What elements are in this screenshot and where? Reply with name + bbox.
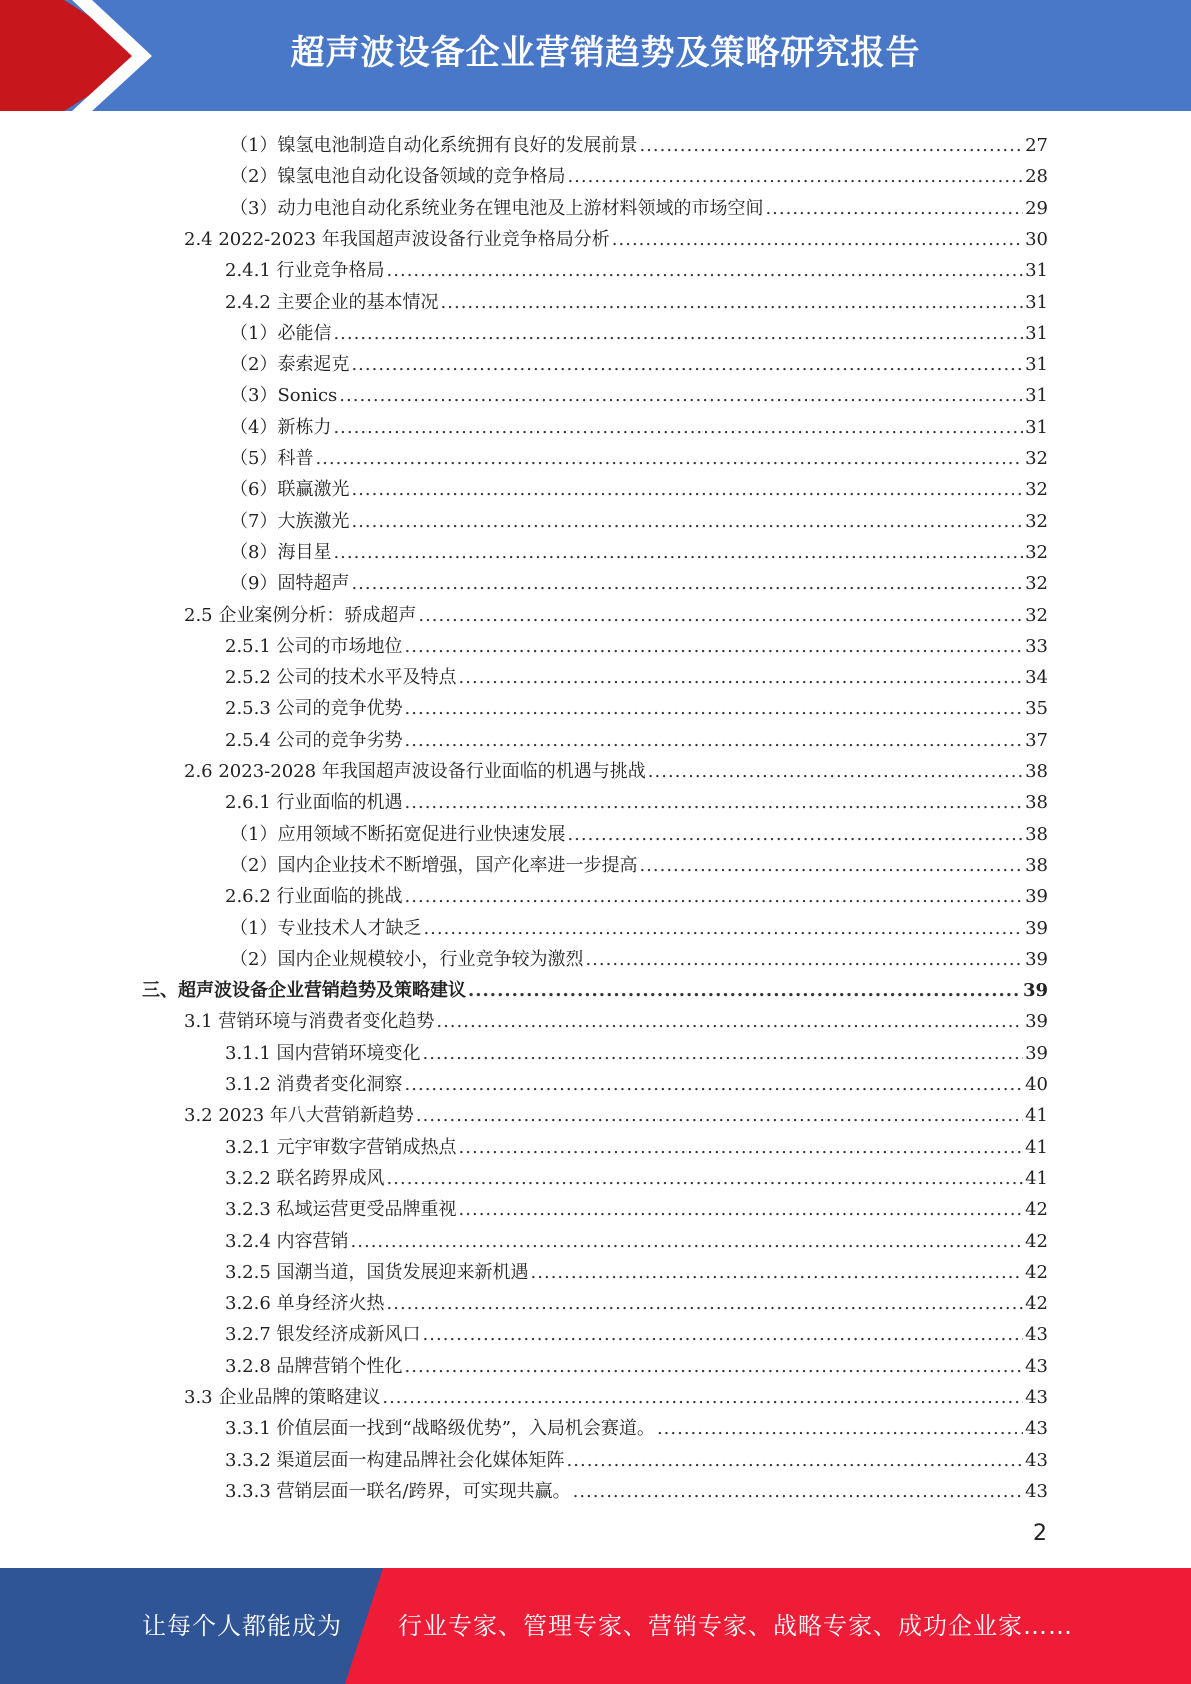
toc-entry-title: （4）新栋力 [230, 416, 332, 438]
toc-entry-title: 2.6 2023-2028 年我国超声波设备行业面临的机遇与挑战 [184, 761, 646, 782]
toc-entry-title: （7）大族激光 [230, 510, 350, 532]
toc-entry-title: 2.5.3 公司的竞争优势 [225, 698, 403, 720]
toc-entry-page: 28 [1025, 166, 1048, 188]
toc-entry-title: （2）泰索迡克 [230, 354, 350, 376]
toc-dot-leader [351, 1230, 1024, 1254]
toc-entry-page: 39 [1022, 980, 1048, 1002]
toc-dot-leader [339, 384, 1023, 408]
toc-entry-title: （3）动力电池自动化系统业务在锂电池及上游材料领域的市场空间 [230, 197, 764, 219]
toc-entry-title: （2）国内企业规模较小，行业竞争较为激烈 [230, 948, 584, 970]
toc-entry[interactable] [225, 1254, 1048, 1285]
toc-dot-leader [333, 322, 1023, 346]
toc-entry-page: 30 [1025, 228, 1048, 250]
toc-entry[interactable] [225, 284, 1048, 315]
toc-dot-leader [436, 1010, 1023, 1034]
toc-entry[interactable] [225, 1473, 1048, 1504]
toc-dot-leader [405, 1355, 1024, 1379]
toc-entry-page: 32 [1025, 448, 1048, 469]
toc-entry-page: 43 [1025, 1324, 1048, 1346]
toc-entry-title: 3.2.4 内容营销 [225, 1230, 349, 1252]
toc-entry-title: 3.2.2 联名跨界成风 [225, 1167, 385, 1189]
toc-entry-page: 38 [1025, 823, 1048, 845]
toc-entry-page: 38 [1025, 792, 1048, 814]
toc-entry-page: 39 [1025, 948, 1048, 970]
toc-entry-page: 42 [1025, 1199, 1048, 1221]
page-footer [0, 1568, 1191, 1684]
toc-entry[interactable] [230, 409, 1048, 440]
toc-entry-page: 39 [1025, 917, 1048, 939]
page-number: 2 [1033, 1521, 1047, 1546]
toc-dot-leader [639, 134, 1023, 158]
toc-dot-leader [405, 1073, 1024, 1097]
toc-entry-page: 41 [1025, 1136, 1048, 1158]
toc-entry-title: （5）科普 [230, 448, 314, 469]
toc-entry[interactable] [184, 1003, 1048, 1034]
toc-dot-leader [459, 666, 1024, 690]
toc-entry-page: 32 [1025, 573, 1048, 595]
toc-dot-leader [567, 1449, 1024, 1473]
toc-dot-leader [405, 635, 1024, 659]
toc-entry-page: 35 [1025, 698, 1048, 720]
toc-entry-page: 33 [1025, 635, 1048, 657]
toc-entry[interactable] [230, 847, 1048, 878]
toc-entry-page: 27 [1025, 135, 1048, 156]
toc-dot-leader [405, 729, 1024, 753]
toc-dot-leader [423, 1042, 1024, 1066]
toc-entry-page: 42 [1025, 1293, 1048, 1315]
toc-entry-title: （2）国内企业技术不断增强，国产化率进一步提高 [230, 854, 638, 876]
toc-entry-title: 3.2.8 品牌营销个性化 [225, 1355, 403, 1377]
toc-entry[interactable] [230, 190, 1048, 221]
toc-entry[interactable] [230, 503, 1048, 534]
toc-entry[interactable] [225, 1316, 1048, 1347]
toc-entry[interactable] [225, 1442, 1048, 1473]
toc-entry-page: 39 [1025, 886, 1048, 908]
toc-entry-page: 43 [1025, 1355, 1048, 1377]
toc-entry-title: 3.2.6 单身经济火热 [225, 1293, 385, 1315]
toc-dot-leader [612, 228, 1023, 252]
toc-entry[interactable] [184, 753, 1048, 784]
toc-dot-leader [423, 1323, 1024, 1347]
toc-dot-leader [459, 1198, 1024, 1222]
toc-entry[interactable] [225, 1348, 1048, 1379]
toc-dot-leader [351, 353, 1023, 377]
toc-entry-page: 32 [1025, 479, 1048, 501]
toc-dot-leader [468, 979, 1021, 1003]
toc-entry[interactable] [225, 1160, 1048, 1191]
toc-entry[interactable] [230, 127, 1048, 158]
toc-entry-title: 三、超声波设备企业营销趋势及策略建议 [142, 980, 466, 1002]
toc-dot-leader [351, 510, 1023, 534]
toc-entry-title: 2.4.2 主要企业的基本情况 [225, 291, 439, 313]
toc-entry-page: 42 [1025, 1230, 1048, 1252]
toc-entry-title: 3.1 营销环境与消费者变化趋势 [184, 1011, 435, 1033]
toc-entry-page: 31 [1025, 416, 1048, 438]
toc-entry[interactable] [225, 1129, 1048, 1160]
toc-entry-title: 3.3.3 营销层面一联名/跨界，可实现共赢。 [225, 1480, 571, 1502]
toc-dot-leader [351, 572, 1023, 596]
toc-entry[interactable] [230, 471, 1048, 502]
toc-entry-title: 2.5.1 公司的市场地位 [225, 635, 403, 657]
toc-entry-title: （8）海目星 [230, 541, 332, 563]
toc-entry[interactable] [230, 941, 1048, 972]
toc-entry[interactable] [184, 597, 1048, 628]
toc-entry[interactable] [184, 221, 1048, 252]
toc-entry-title: 2.6.1 行业面临的机遇 [225, 792, 403, 814]
toc-entry[interactable] [225, 1223, 1048, 1254]
toc-dot-leader [441, 291, 1024, 315]
toc-entry-title: 2.5.2 公司的技术水平及特点 [225, 667, 457, 689]
toc-entry-page: 43 [1025, 1418, 1048, 1440]
toc-dot-leader [765, 197, 1023, 221]
toc-dot-leader [531, 1261, 1024, 1285]
toc-dot-leader [405, 791, 1024, 815]
footer-expert-list: 行业专家、管理专家、营销专家、战略专家、成功企业家…… [398, 1612, 1073, 1640]
toc-dot-leader [657, 1417, 1023, 1441]
toc-dot-leader [418, 604, 1023, 628]
toc-entry-title: 3.2.7 银发经济成新风口 [225, 1324, 421, 1346]
toc-entry[interactable] [225, 252, 1048, 283]
report-title: 超声波设备企业营销趋势及策略研究报告 [290, 33, 921, 73]
toc-entry-title: （2）镍氢电池自动化设备领域的竞争格局 [230, 166, 566, 188]
toc-entry-page: 43 [1025, 1449, 1048, 1471]
toc-entry[interactable] [225, 1285, 1048, 1316]
toc-dot-leader [405, 697, 1024, 721]
toc-entry-title: （6）联赢激光 [230, 479, 350, 501]
toc-entry-page: 42 [1025, 1261, 1048, 1283]
toc-entry-page: 38 [1025, 854, 1048, 876]
toc-dot-leader [585, 948, 1023, 972]
toc-dot-leader [459, 1136, 1024, 1160]
toc-dot-leader [333, 416, 1023, 440]
toc-dot-leader [567, 823, 1023, 847]
toc-entry-page: 31 [1025, 260, 1048, 282]
footer-slogan: 让每个人都能成为 [142, 1612, 342, 1640]
toc-entry-page: 31 [1025, 291, 1048, 313]
toc-dot-leader [333, 541, 1023, 565]
toc-entry[interactable] [225, 690, 1048, 721]
toc-entry-title: 2.5 企业案例分析：骄成超声 [184, 604, 417, 626]
toc-entry[interactable] [230, 534, 1048, 565]
toc-dot-leader [315, 447, 1023, 471]
toc-entry-page: 31 [1025, 385, 1048, 407]
toc-entry-title: 3.2.5 国潮当道，国货发展迎来新机遇 [225, 1261, 529, 1283]
toc-entry-page: 39 [1025, 1011, 1048, 1033]
toc-dot-leader [567, 165, 1023, 189]
toc-entry-title: （3）Sonics [230, 385, 338, 407]
toc-entry-title: 3.3 企业品牌的策略建议 [184, 1387, 381, 1408]
toc-entry[interactable] [184, 1097, 1048, 1128]
toc-dot-leader [648, 760, 1023, 784]
toc-entry-page: 31 [1025, 322, 1048, 344]
toc-entry[interactable] [225, 1410, 1048, 1441]
page-header [0, 0, 1191, 111]
toc-entry-title: 2.6.2 行业面临的挑战 [225, 886, 403, 908]
toc-dot-leader [423, 917, 1023, 941]
toc-entry-page: 32 [1025, 510, 1048, 532]
toc-entry-title: 3.3.2 渠道层面一构建品牌社会化媒体矩阵 [225, 1449, 565, 1471]
toc-entry[interactable] [225, 784, 1048, 815]
toc-entry[interactable] [225, 1066, 1048, 1097]
toc-entry[interactable] [142, 972, 1048, 1003]
toc-entry-page: 37 [1025, 729, 1048, 751]
toc-entry[interactable] [230, 910, 1048, 941]
toc-entry[interactable] [230, 565, 1048, 596]
toc-entry-title: 3.1.1 国内营销环境变化 [225, 1042, 421, 1064]
toc-entry[interactable] [230, 440, 1048, 471]
toc-entry-page: 31 [1025, 354, 1048, 376]
toc-entry[interactable] [225, 722, 1048, 753]
toc-entry-title: （9）固特超声 [230, 573, 350, 595]
toc-entry-title: 3.1.2 消费者变化洞察 [225, 1074, 403, 1095]
toc-dot-leader [639, 854, 1023, 878]
toc-entry-page: 29 [1025, 197, 1048, 219]
toc-entry[interactable] [230, 816, 1048, 847]
toc-entry-title: （1）应用领域不断拓宽促进行业快速发展 [230, 823, 566, 845]
toc-entry-page: 40 [1025, 1074, 1048, 1095]
toc-entry[interactable] [225, 878, 1048, 909]
toc-entry-title: 2.4 2022-2023 年我国超声波设备行业竞争格局分析 [184, 228, 610, 250]
toc-entry-title: 3.2.3 私域运营更受品牌重视 [225, 1199, 457, 1221]
toc-entry-title: 3.2 2023 年八大营销新趋势 [184, 1105, 414, 1127]
toc-entry-page: 41 [1025, 1105, 1048, 1127]
toc-entry[interactable] [225, 1035, 1048, 1066]
toc-entry[interactable] [225, 659, 1048, 690]
toc-entry-page: 34 [1025, 667, 1048, 689]
toc-entry-title: 3.3.1 价值层面一找到“战略级优势”，入局机会赛道。 [225, 1418, 655, 1440]
toc-entry-title: 2.4.1 行业竞争格局 [225, 260, 385, 282]
toc-entry[interactable] [225, 1191, 1048, 1222]
toc-dot-leader [416, 1104, 1023, 1128]
toc-dot-leader [351, 478, 1023, 502]
toc-entry-title: （1）专业技术人才缺乏 [230, 917, 422, 939]
toc-dot-leader [387, 1167, 1024, 1191]
toc-entry-title: （1）必能信 [230, 322, 332, 344]
toc-entry[interactable] [184, 1379, 1048, 1410]
toc-entry-page: 32 [1025, 604, 1048, 626]
toc-dot-leader [387, 259, 1024, 283]
toc-entry-title: 2.5.4 公司的竞争劣势 [225, 729, 403, 751]
toc-entry-page: 41 [1025, 1167, 1048, 1189]
toc-dot-leader [405, 885, 1024, 909]
toc-entry[interactable] [230, 315, 1048, 346]
toc-entry-page: 43 [1025, 1480, 1048, 1502]
toc-entry-title: （1）镍氢电池制造自动化系统拥有良好的发展前景 [230, 135, 638, 156]
toc-dot-leader [382, 1386, 1023, 1410]
toc-entry-page: 39 [1025, 1042, 1048, 1064]
toc-entry[interactable] [230, 377, 1048, 408]
toc-entry[interactable] [230, 346, 1048, 377]
toc-entry-page: 32 [1025, 541, 1048, 563]
toc-entry[interactable] [225, 628, 1048, 659]
toc-entry[interactable] [230, 158, 1048, 189]
toc-entry-title: 3.2.1 元宇审数字营销成热点 [225, 1136, 457, 1158]
toc-dot-leader [387, 1292, 1024, 1316]
toc-entry-page: 43 [1025, 1387, 1048, 1408]
toc-dot-leader [573, 1480, 1024, 1504]
toc-entry-page: 38 [1025, 761, 1048, 782]
